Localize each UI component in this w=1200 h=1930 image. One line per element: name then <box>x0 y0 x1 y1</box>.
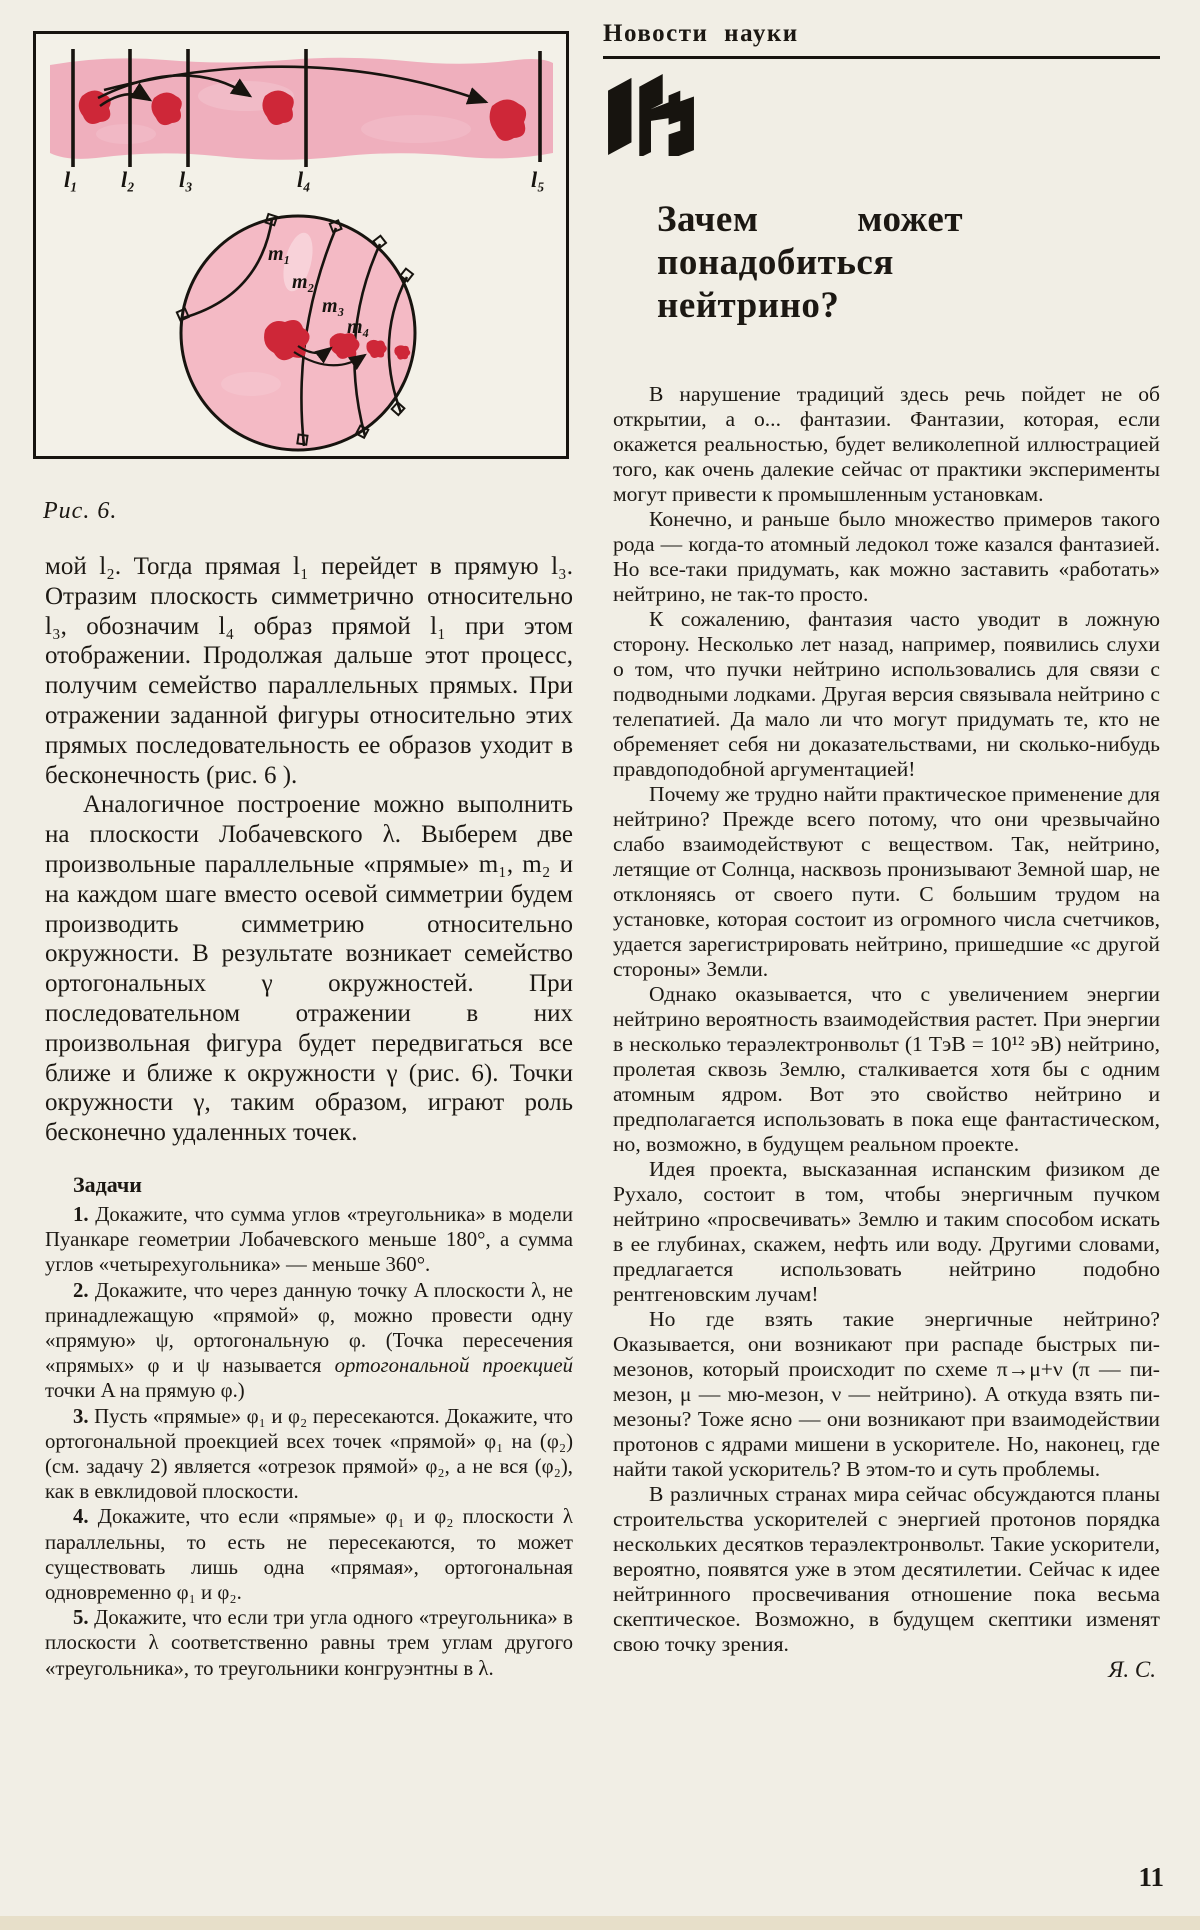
problem-item <box>45 1278 573 1404</box>
title-line <box>657 198 963 241</box>
article-title <box>657 198 1077 327</box>
problem-item <box>45 1404 573 1505</box>
author-signature: Я. С. <box>1108 1657 1156 1682</box>
problem-number: 5. <box>73 1606 89 1630</box>
section-rule <box>603 56 1160 59</box>
problem-text: Докажите, что сумма углов «треугольника» в модели Пуанкаре геометрии Лобачевского меньше 180°, а сумма углов «четырехугольника» — меньше 360°. <box>45 1202 573 1277</box>
figure-6-illustration <box>36 34 566 456</box>
problem-item <box>45 1504 573 1605</box>
title-line: нейтрино? <box>657 285 840 326</box>
bottom-page-edge <box>0 1916 1200 1930</box>
label-m1: m₁ <box>268 243 291 265</box>
right-column <box>603 0 1160 1900</box>
problem-number: 2. <box>73 1278 89 1302</box>
problem-number: 3. <box>73 1404 89 1428</box>
body-paragraph: Конечно, и раньше было множество примеров такого рода — когда-то атомный ледокол тоже казался фантазией. Но все-таки придумать, как можно заставить «работать» нейтрино, не так-то просто. <box>613 507 1160 606</box>
title-word: Зачем <box>657 199 759 240</box>
body-paragraph: Почему же трудно найти практическое применение для нейтрино? Прежде всего потому, что они чрезвычайно слабо взаимодействуют с веществом. Так, нейтрино, летящие от Солнца, насквозь пронизывают Земной шар, не отклоняясь от своего пути. С большим трудом на установке, которая состоит из огромного числа счетчиков, удается зарегистрировать нейтрино, пришедшие «с другой стороны» Земли. <box>613 782 1160 981</box>
body-paragraph: Однако оказывается, что с увеличением энергии нейтрино вероятность взаимодействия растет. При энергии в несколько тераэлектронвольт (1 ТэВ = 10¹² эВ) нейтрино, пролетая сквозь Землю, сталкивается хотя бы с одним атомным ядром. Вот это свойство нейтрино и предполагается использовать в пока еще фантастическом, но, возможно, в будущем реальном проекте. <box>613 982 1160 1156</box>
body-paragraph: В нарушение традиций здесь речь пойдет не об открытии, а о... фантазии. Фантазии, которая, если окажется реальностью, будет великолепной иллюстрацией того, как очень далекие сейчас от практики эксперименты могут привести к промышленным установкам. <box>613 382 1160 506</box>
page-number: 11 <box>1138 1862 1164 1892</box>
body-paragraph: В различных странах мира сейчас обсуждаются планы строительства ускорителей с энергией протонов порядка нескольких десятков тераэлектронвольт. Такие ускорители, вероятно, появятся уже в этом десятилетии. Сейчас к идее нейтринного просвечивания отношение пока весьма скептическое. Возможно, в будущем скептики изменят свою точку зрения. <box>613 1482 1160 1656</box>
figure-frame <box>33 31 569 459</box>
science-news-logo <box>608 74 694 156</box>
body-paragraph: Идея проекта, высказанная испанским физиком де Рухало, состоит в том, чтобы энергичным пучком нейтрино «просвечивать» Землю и таким способом искать в ее глубинах, скажем, нефть или воду. Другими словами, предлагается использовать нейтрино подобно рентгеновским лучам! <box>613 1157 1160 1306</box>
label-m3: m₃ <box>322 295 345 317</box>
poincare-disk <box>177 214 415 450</box>
problem-item <box>45 1605 573 1681</box>
label-l3: l₃ <box>179 167 193 192</box>
label-l2: l₂ <box>121 167 135 192</box>
label-l5: l₅ <box>531 167 545 192</box>
problem-text: Пусть «прямые» φ₁ и φ₂ пересекаются. Докажите, что ортогональной проекцией всех точек «прямой» φ₁ на (φ₂) (см. задачу 2) является «отрезок прямой» φ₂, а не вся (φ₂), как в евклидовой плоскости. <box>45 1404 573 1504</box>
figure-caption: Рис. 6. <box>43 498 118 524</box>
label-l1: l₁ <box>64 167 78 192</box>
label-m2: m₂ <box>292 271 315 293</box>
section-header: Новости науки <box>603 20 799 47</box>
title-word: может <box>857 199 963 240</box>
problem-text: Докажите, что через данную точку A плоскости λ, не принадлежащую «прямой» φ, можно провести одну «прямую» ψ, ортогональную φ. (Точка пересечения «прямых» φ и ψ называется <box>45 1278 573 1378</box>
pink-band <box>50 58 553 160</box>
left-column <box>45 552 573 1681</box>
body-paragraph: мой l₂. Тогда прямая l₁ перейдет в прямую l₃. Отразим плоскость симметрично относительно l₃, обозначим l₄ образ прямой l₁ при этом отображении. Продолжая дальше этот процесс, получим семейство параллельных прямых. При отражении заданной фигуры относительно этих прямых последовательность ее образов уходит в бесконечность (рис. 6 ). <box>45 553 573 789</box>
title-line: понадобиться <box>657 242 894 283</box>
problem-number: 1. <box>73 1202 89 1226</box>
problems-heading: Задачи <box>73 1171 142 1197</box>
problem-number: 4. <box>73 1505 89 1529</box>
label-m4: m₄ <box>347 316 370 338</box>
body-paragraph: К сожалению, фантазия часто уводит в ложную сторону. Несколько лет назад, например, появились слухи о том, что пучки нейтрино использовались для связи с подводными лодками. Другая версия связывала нейтрино с телепатией. Да мало ли что могут придумать те, кто не обременяет себя ни доказательствами, ни сколько-нибудь правдоподобной аргументацией! <box>613 607 1160 781</box>
band-labels <box>64 167 545 192</box>
body-paragraph: Аналогичное построение можно выполнить на плоскости Лобачевского λ. Выберем две произвольные параллельные «прямые» m₁, m₂ и на каждом шаге вместо осевой симметрии будем производить симметрию относительно окружности. В результате возникает семейство ортогональных γ окружностей. При последовательном отражении в них произвольная фигура будет передвигаться все ближе и ближе к окружности γ (рис. 6). Точки окружности γ, таким образом, играют роль бесконечно удаленных точек. <box>45 791 573 1147</box>
problem-item <box>45 1202 573 1278</box>
article-body <box>613 382 1160 1682</box>
problem-text: Докажите, что если «прямые» φ₁ и φ₂ плоскости λ параллельны, то есть не пересекаются, то может существовать лишь одна «прямая», ортогональная одновременно φ₁ и φ₂. <box>45 1505 574 1604</box>
body-paragraph: Но где взять такие энергичные нейтрино? Оказывается, они возникают при распаде быстрых пи-мезонов, который происходит по схеме π→μ+ν (π — пи-мезон, μ — мю-мезон, ν — нейтрино). А откуда взять пи-мезоны? Тоже ясно — они возникают при взаимодействии протонов с ядрами мишени в ускорителе. Но, наконец, где найти такой ускоритель? В этом-то и суть проблемы. <box>613 1307 1160 1481</box>
problem-text: Докажите, что если три угла одного «треугольника» в плоскости λ соответственно равны трем углам другого «треугольника», то треугольники конгруэнтны в λ. <box>45 1606 574 1680</box>
n-logo-icon <box>608 74 694 156</box>
problem-text-emphasis: ортогональной проекцией <box>334 1354 574 1378</box>
label-l4: l₄ <box>297 167 311 192</box>
problem-text: точки A на прямую φ.) <box>45 1379 245 1403</box>
